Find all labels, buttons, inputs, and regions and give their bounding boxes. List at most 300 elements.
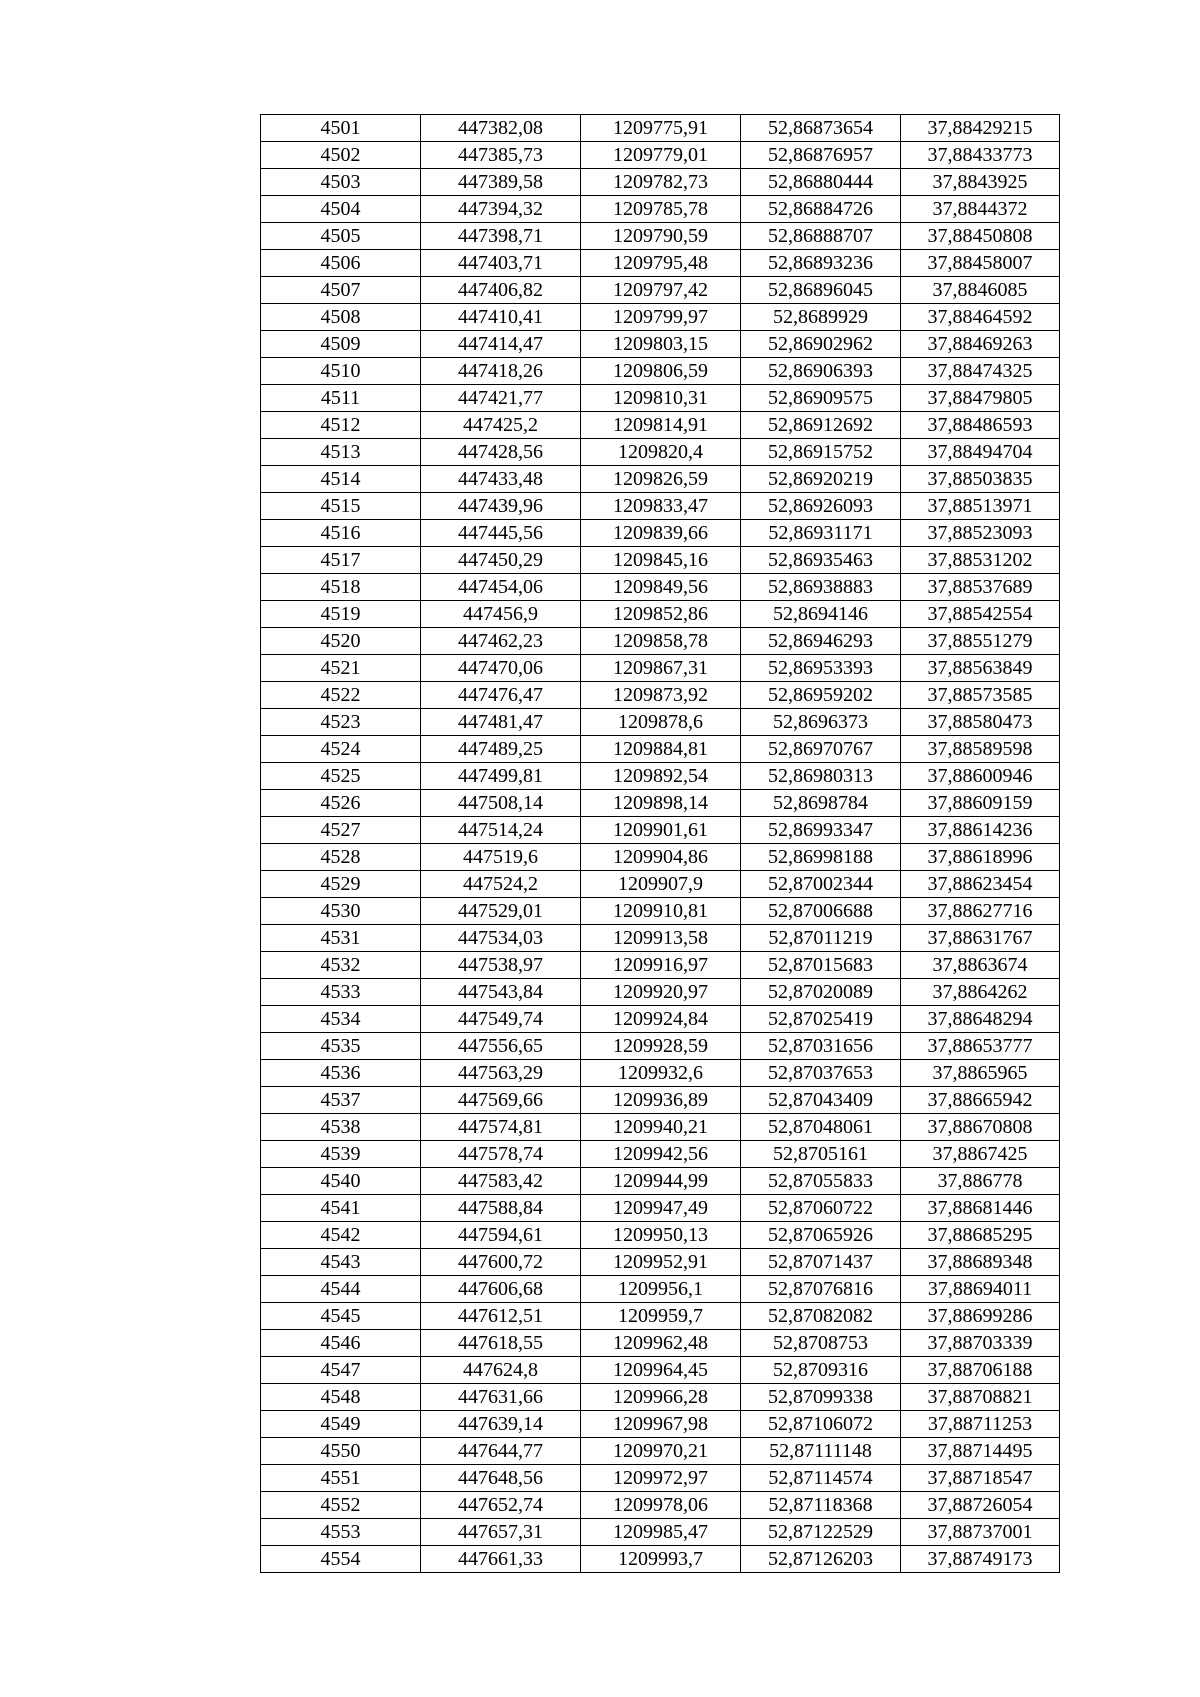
latitude-cell: 52,87076816 [741,1276,901,1303]
table-row [261,1060,1060,1087]
latitude-cell: 52,86953393 [741,655,901,682]
point-number-cell: 4532 [261,952,421,979]
latitude-cell: 52,87031656 [741,1033,901,1060]
y-coordinate-cell: 1209858,78 [581,628,741,655]
latitude-cell: 52,87118368 [741,1492,901,1519]
y-coordinate-cell: 1209810,31 [581,385,741,412]
y-coordinate-cell: 1209916,97 [581,952,741,979]
x-coordinate-cell: 447481,47 [421,709,581,736]
x-coordinate-cell: 447574,81 [421,1114,581,1141]
point-number-cell: 4531 [261,925,421,952]
longitude-cell: 37,88474325 [901,358,1060,385]
x-coordinate-cell: 447606,68 [421,1276,581,1303]
latitude-cell: 52,86906393 [741,358,901,385]
point-number-cell: 4542 [261,1222,421,1249]
x-coordinate-cell: 447450,29 [421,547,581,574]
point-number-cell: 4536 [261,1060,421,1087]
longitude-cell: 37,88737001 [901,1519,1060,1546]
x-coordinate-cell: 447394,32 [421,196,581,223]
y-coordinate-cell: 1209849,56 [581,574,741,601]
longitude-cell: 37,8844372 [901,196,1060,223]
latitude-cell: 52,86938883 [741,574,901,601]
longitude-cell: 37,88523093 [901,520,1060,547]
table-row [261,1141,1060,1168]
x-coordinate-cell: 447588,84 [421,1195,581,1222]
x-coordinate-cell: 447657,31 [421,1519,581,1546]
point-number-cell: 4525 [261,763,421,790]
point-number-cell: 4549 [261,1411,421,1438]
latitude-cell: 52,87025419 [741,1006,901,1033]
x-coordinate-cell: 447583,42 [421,1168,581,1195]
longitude-cell: 37,88458007 [901,250,1060,277]
x-coordinate-cell: 447433,48 [421,466,581,493]
longitude-cell: 37,8864262 [901,979,1060,1006]
x-coordinate-cell: 447456,9 [421,601,581,628]
point-number-cell: 4550 [261,1438,421,1465]
latitude-cell: 52,86935463 [741,547,901,574]
y-coordinate-cell: 1209833,47 [581,493,741,520]
point-number-cell: 4514 [261,466,421,493]
x-coordinate-cell: 447499,81 [421,763,581,790]
x-coordinate-cell: 447569,66 [421,1087,581,1114]
x-coordinate-cell: 447389,58 [421,169,581,196]
y-coordinate-cell: 1209884,81 [581,736,741,763]
table-row [261,1519,1060,1546]
x-coordinate-cell: 447428,56 [421,439,581,466]
longitude-cell: 37,88648294 [901,1006,1060,1033]
point-number-cell: 4535 [261,1033,421,1060]
longitude-cell: 37,88469263 [901,331,1060,358]
y-coordinate-cell: 1209878,6 [581,709,741,736]
x-coordinate-cell: 447534,03 [421,925,581,952]
x-coordinate-cell: 447631,66 [421,1384,581,1411]
latitude-cell: 52,87048061 [741,1114,901,1141]
table-row [261,250,1060,277]
point-number-cell: 4539 [261,1141,421,1168]
y-coordinate-cell: 1209970,21 [581,1438,741,1465]
y-coordinate-cell: 1209978,06 [581,1492,741,1519]
latitude-cell: 52,8696373 [741,709,901,736]
point-number-cell: 4534 [261,1006,421,1033]
longitude-cell: 37,88600946 [901,763,1060,790]
longitude-cell: 37,88433773 [901,142,1060,169]
table-row [261,223,1060,250]
point-number-cell: 4526 [261,790,421,817]
point-number-cell: 4502 [261,142,421,169]
table-row [261,331,1060,358]
table-row [261,1546,1060,1573]
point-number-cell: 4501 [261,115,421,142]
longitude-cell: 37,88614236 [901,817,1060,844]
y-coordinate-cell: 1209910,81 [581,898,741,925]
latitude-cell: 52,87071437 [741,1249,901,1276]
point-number-cell: 4511 [261,385,421,412]
y-coordinate-cell: 1209867,31 [581,655,741,682]
longitude-cell: 37,88689348 [901,1249,1060,1276]
y-coordinate-cell: 1209852,86 [581,601,741,628]
latitude-cell: 52,86959202 [741,682,901,709]
latitude-cell: 52,86888707 [741,223,901,250]
table-row [261,412,1060,439]
x-coordinate-cell: 447514,24 [421,817,581,844]
table-row [261,1033,1060,1060]
latitude-cell: 52,87006688 [741,898,901,925]
latitude-cell: 52,86993347 [741,817,901,844]
latitude-cell: 52,86909575 [741,385,901,412]
point-number-cell: 4538 [261,1114,421,1141]
y-coordinate-cell: 1209799,97 [581,304,741,331]
point-number-cell: 4543 [261,1249,421,1276]
longitude-cell: 37,88703339 [901,1330,1060,1357]
longitude-cell: 37,8865965 [901,1060,1060,1087]
latitude-cell: 52,87015683 [741,952,901,979]
latitude-cell: 52,87099338 [741,1384,901,1411]
x-coordinate-cell: 447600,72 [421,1249,581,1276]
longitude-cell: 37,88631767 [901,925,1060,952]
y-coordinate-cell: 1209932,6 [581,1060,741,1087]
y-coordinate-cell: 1209962,48 [581,1330,741,1357]
longitude-cell: 37,88589598 [901,736,1060,763]
table-row [261,871,1060,898]
table-row [261,385,1060,412]
table-row [261,142,1060,169]
y-coordinate-cell: 1209803,15 [581,331,741,358]
longitude-cell: 37,88623454 [901,871,1060,898]
point-number-cell: 4547 [261,1357,421,1384]
y-coordinate-cell: 1209806,59 [581,358,741,385]
longitude-cell: 37,88694011 [901,1276,1060,1303]
table-row [261,358,1060,385]
x-coordinate-cell: 447519,6 [421,844,581,871]
y-coordinate-cell: 1209814,91 [581,412,741,439]
latitude-cell: 52,86915752 [741,439,901,466]
x-coordinate-cell: 447476,47 [421,682,581,709]
table-row [261,1222,1060,1249]
longitude-cell: 37,88681446 [901,1195,1060,1222]
x-coordinate-cell: 447652,74 [421,1492,581,1519]
x-coordinate-cell: 447508,14 [421,790,581,817]
table-row [261,790,1060,817]
table-row [261,1465,1060,1492]
y-coordinate-cell: 1209928,59 [581,1033,741,1060]
latitude-cell: 52,8689929 [741,304,901,331]
table-row [261,1195,1060,1222]
point-number-cell: 4505 [261,223,421,250]
table-row [261,493,1060,520]
longitude-cell: 37,88486593 [901,412,1060,439]
latitude-cell: 52,86880444 [741,169,901,196]
point-number-cell: 4507 [261,277,421,304]
y-coordinate-cell: 1209913,58 [581,925,741,952]
table-row [261,655,1060,682]
latitude-cell: 52,87020089 [741,979,901,1006]
longitude-cell: 37,88711253 [901,1411,1060,1438]
latitude-cell: 52,86896045 [741,277,901,304]
longitude-cell: 37,88551279 [901,628,1060,655]
longitude-cell: 37,8867425 [901,1141,1060,1168]
table-row [261,898,1060,925]
coordinates-table-body [261,115,1060,1573]
longitude-cell: 37,88627716 [901,898,1060,925]
point-number-cell: 4506 [261,250,421,277]
y-coordinate-cell: 1209942,56 [581,1141,741,1168]
point-number-cell: 4545 [261,1303,421,1330]
point-number-cell: 4517 [261,547,421,574]
x-coordinate-cell: 447524,2 [421,871,581,898]
point-number-cell: 4518 [261,574,421,601]
point-number-cell: 4522 [261,682,421,709]
longitude-cell: 37,88726054 [901,1492,1060,1519]
longitude-cell: 37,88479805 [901,385,1060,412]
x-coordinate-cell: 447563,29 [421,1060,581,1087]
y-coordinate-cell: 1209993,7 [581,1546,741,1573]
table-row [261,1114,1060,1141]
latitude-cell: 52,86893236 [741,250,901,277]
x-coordinate-cell: 447454,06 [421,574,581,601]
y-coordinate-cell: 1209892,54 [581,763,741,790]
x-coordinate-cell: 447538,97 [421,952,581,979]
point-number-cell: 4510 [261,358,421,385]
longitude-cell: 37,88699286 [901,1303,1060,1330]
point-number-cell: 4508 [261,304,421,331]
longitude-cell: 37,88573585 [901,682,1060,709]
longitude-cell: 37,88513971 [901,493,1060,520]
y-coordinate-cell: 1209820,4 [581,439,741,466]
latitude-cell: 52,86980313 [741,763,901,790]
point-number-cell: 4552 [261,1492,421,1519]
x-coordinate-cell: 447612,51 [421,1303,581,1330]
point-number-cell: 4533 [261,979,421,1006]
table-row [261,439,1060,466]
table-row [261,682,1060,709]
point-number-cell: 4528 [261,844,421,871]
x-coordinate-cell: 447462,23 [421,628,581,655]
x-coordinate-cell: 447624,8 [421,1357,581,1384]
point-number-cell: 4520 [261,628,421,655]
table-row [261,1438,1060,1465]
point-number-cell: 4527 [261,817,421,844]
point-number-cell: 4515 [261,493,421,520]
table-row [261,952,1060,979]
longitude-cell: 37,8846085 [901,277,1060,304]
longitude-cell: 37,88609159 [901,790,1060,817]
latitude-cell: 52,8708753 [741,1330,901,1357]
y-coordinate-cell: 1209985,47 [581,1519,741,1546]
point-number-cell: 4523 [261,709,421,736]
x-coordinate-cell: 447403,71 [421,250,581,277]
y-coordinate-cell: 1209907,9 [581,871,741,898]
latitude-cell: 52,87002344 [741,871,901,898]
latitude-cell: 52,87114574 [741,1465,901,1492]
point-number-cell: 4519 [261,601,421,628]
y-coordinate-cell: 1209956,1 [581,1276,741,1303]
point-number-cell: 4537 [261,1087,421,1114]
x-coordinate-cell: 447556,65 [421,1033,581,1060]
longitude-cell: 37,88618996 [901,844,1060,871]
y-coordinate-cell: 1209936,89 [581,1087,741,1114]
longitude-cell: 37,88665942 [901,1087,1060,1114]
latitude-cell: 52,86920219 [741,466,901,493]
y-coordinate-cell: 1209898,14 [581,790,741,817]
latitude-cell: 52,86970767 [741,736,901,763]
longitude-cell: 37,88580473 [901,709,1060,736]
table-row [261,304,1060,331]
latitude-cell: 52,86926093 [741,493,901,520]
latitude-cell: 52,87043409 [741,1087,901,1114]
longitude-cell: 37,88653777 [901,1033,1060,1060]
x-coordinate-cell: 447661,33 [421,1546,581,1573]
longitude-cell: 37,88670808 [901,1114,1060,1141]
latitude-cell: 52,86876957 [741,142,901,169]
longitude-cell: 37,88450808 [901,223,1060,250]
latitude-cell: 52,87111148 [741,1438,901,1465]
table-row [261,169,1060,196]
y-coordinate-cell: 1209940,21 [581,1114,741,1141]
latitude-cell: 52,87060722 [741,1195,901,1222]
x-coordinate-cell: 447529,01 [421,898,581,925]
longitude-cell: 37,88464592 [901,304,1060,331]
y-coordinate-cell: 1209839,66 [581,520,741,547]
x-coordinate-cell: 447618,55 [421,1330,581,1357]
y-coordinate-cell: 1209797,42 [581,277,741,304]
point-number-cell: 4548 [261,1384,421,1411]
table-row [261,736,1060,763]
longitude-cell: 37,88706188 [901,1357,1060,1384]
coordinates-table [260,114,1060,1573]
table-row [261,1411,1060,1438]
longitude-cell: 37,88537689 [901,574,1060,601]
x-coordinate-cell: 447418,26 [421,358,581,385]
x-coordinate-cell: 447644,77 [421,1438,581,1465]
latitude-cell: 52,87011219 [741,925,901,952]
y-coordinate-cell: 1209904,86 [581,844,741,871]
x-coordinate-cell: 447385,73 [421,142,581,169]
table-row [261,115,1060,142]
x-coordinate-cell: 447470,06 [421,655,581,682]
latitude-cell: 52,86902962 [741,331,901,358]
table-row [261,628,1060,655]
table-row [261,574,1060,601]
point-number-cell: 4512 [261,412,421,439]
point-number-cell: 4521 [261,655,421,682]
y-coordinate-cell: 1209967,98 [581,1411,741,1438]
point-number-cell: 4503 [261,169,421,196]
x-coordinate-cell: 447421,77 [421,385,581,412]
point-number-cell: 4529 [261,871,421,898]
table-row [261,1087,1060,1114]
point-number-cell: 4524 [261,736,421,763]
point-number-cell: 4513 [261,439,421,466]
latitude-cell: 52,87106072 [741,1411,901,1438]
longitude-cell: 37,88718547 [901,1465,1060,1492]
table-row [261,466,1060,493]
latitude-cell: 52,86998188 [741,844,901,871]
latitude-cell: 52,87055833 [741,1168,901,1195]
table-row [261,1492,1060,1519]
y-coordinate-cell: 1209826,59 [581,466,741,493]
point-number-cell: 4541 [261,1195,421,1222]
x-coordinate-cell: 447578,74 [421,1141,581,1168]
y-coordinate-cell: 1209845,16 [581,547,741,574]
latitude-cell: 52,87065926 [741,1222,901,1249]
longitude-cell: 37,886778 [901,1168,1060,1195]
table-row [261,1303,1060,1330]
table-row [261,196,1060,223]
table-row [261,763,1060,790]
longitude-cell: 37,88531202 [901,547,1060,574]
x-coordinate-cell: 447648,56 [421,1465,581,1492]
longitude-cell: 37,88749173 [901,1546,1060,1573]
latitude-cell: 52,86931171 [741,520,901,547]
latitude-cell: 52,86873654 [741,115,901,142]
table-row [261,601,1060,628]
table-row [261,1276,1060,1303]
longitude-cell: 37,88494704 [901,439,1060,466]
x-coordinate-cell: 447414,47 [421,331,581,358]
longitude-cell: 37,88429215 [901,115,1060,142]
table-row [261,1168,1060,1195]
x-coordinate-cell: 447489,25 [421,736,581,763]
y-coordinate-cell: 1209947,49 [581,1195,741,1222]
point-number-cell: 4530 [261,898,421,925]
x-coordinate-cell: 447594,61 [421,1222,581,1249]
latitude-cell: 52,87126203 [741,1546,901,1573]
y-coordinate-cell: 1209964,45 [581,1357,741,1384]
latitude-cell: 52,8694146 [741,601,901,628]
table-row [261,1249,1060,1276]
x-coordinate-cell: 447425,2 [421,412,581,439]
y-coordinate-cell: 1209873,92 [581,682,741,709]
table-row [261,709,1060,736]
table-row [261,925,1060,952]
longitude-cell: 37,88708821 [901,1384,1060,1411]
longitude-cell: 37,88542554 [901,601,1060,628]
latitude-cell: 52,87082082 [741,1303,901,1330]
latitude-cell: 52,87122529 [741,1519,901,1546]
table-row [261,1006,1060,1033]
point-number-cell: 4504 [261,196,421,223]
latitude-cell: 52,87037653 [741,1060,901,1087]
y-coordinate-cell: 1209775,91 [581,115,741,142]
latitude-cell: 52,8709316 [741,1357,901,1384]
latitude-cell: 52,8705161 [741,1141,901,1168]
latitude-cell: 52,86946293 [741,628,901,655]
y-coordinate-cell: 1209959,7 [581,1303,741,1330]
point-number-cell: 4509 [261,331,421,358]
point-number-cell: 4553 [261,1519,421,1546]
latitude-cell: 52,86912692 [741,412,901,439]
longitude-cell: 37,8863674 [901,952,1060,979]
table-row [261,1357,1060,1384]
latitude-cell: 52,8698784 [741,790,901,817]
y-coordinate-cell: 1209966,28 [581,1384,741,1411]
longitude-cell: 37,88563849 [901,655,1060,682]
longitude-cell: 37,88503835 [901,466,1060,493]
y-coordinate-cell: 1209779,01 [581,142,741,169]
longitude-cell: 37,8843925 [901,169,1060,196]
table-row [261,817,1060,844]
point-number-cell: 4546 [261,1330,421,1357]
y-coordinate-cell: 1209950,13 [581,1222,741,1249]
longitude-cell: 37,88685295 [901,1222,1060,1249]
y-coordinate-cell: 1209795,48 [581,250,741,277]
y-coordinate-cell: 1209790,59 [581,223,741,250]
table-row [261,979,1060,1006]
y-coordinate-cell: 1209920,97 [581,979,741,1006]
point-number-cell: 4554 [261,1546,421,1573]
y-coordinate-cell: 1209972,97 [581,1465,741,1492]
table-row [261,1384,1060,1411]
